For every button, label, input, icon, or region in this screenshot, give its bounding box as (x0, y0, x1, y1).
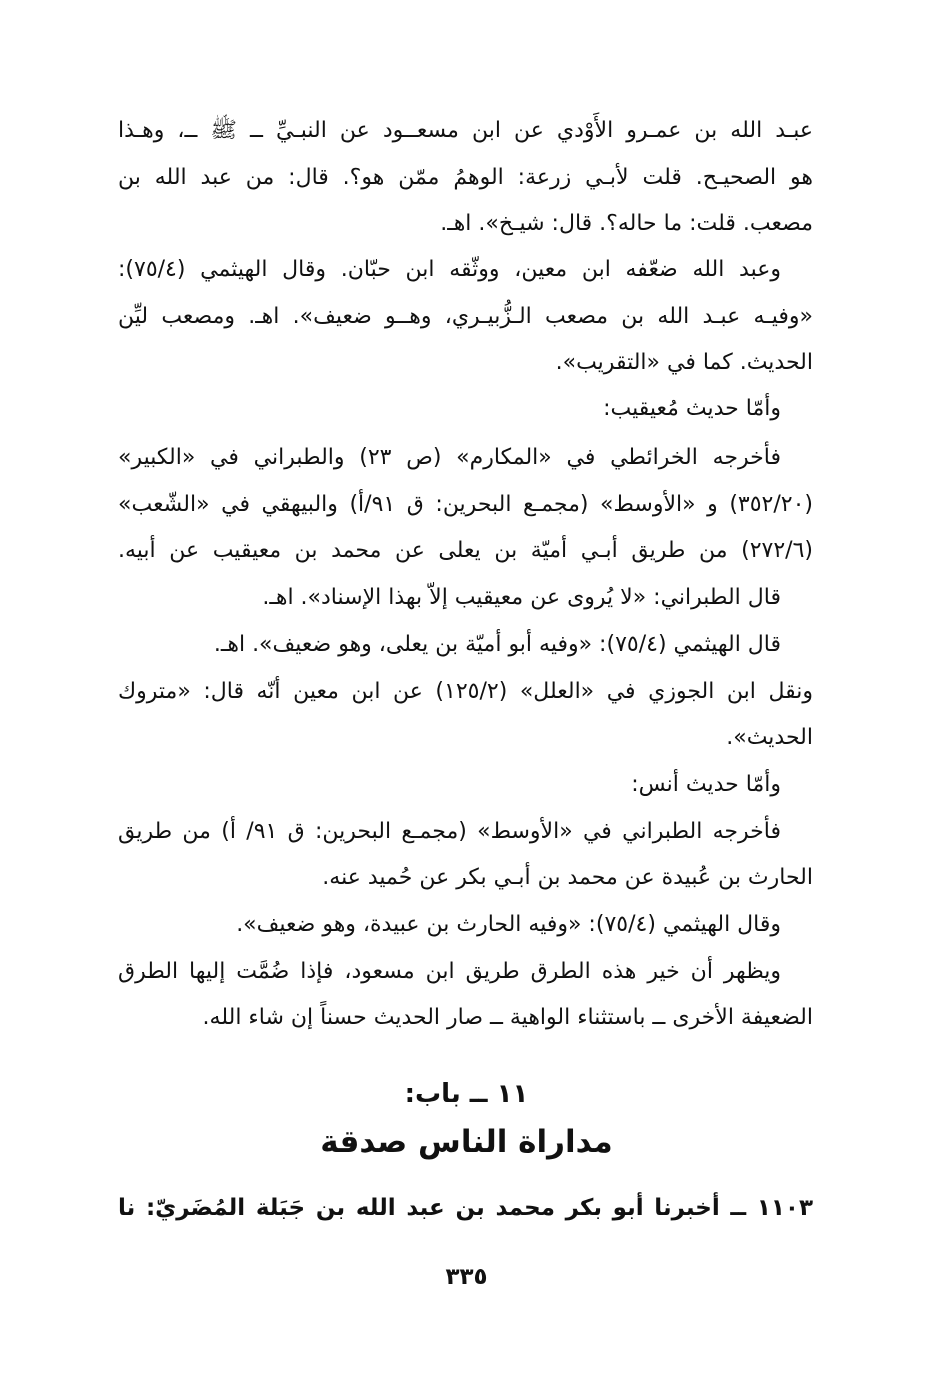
text-line: الضعيفة الأخرى ــ باستثناء الواهية ــ صار الحديث حسناً إن شاء الله. (202, 1005, 813, 1030)
text-line: وقال الهيثمي (٧٥/٤): «وفيه الحارث بن عبيدة، وهو ضعيف». (236, 912, 781, 937)
page-number: ٣٣٥ (445, 1264, 488, 1290)
text-line: (٣٥٢/٢٠) و «الأوسط» (مجمـع البحرين: ق ٩١/أ) والبيهقي في «الشّعب» (118, 492, 813, 517)
text-line: الحارث بن عُبيدة عن محمد بن أبـي بكر عن حُميد عنه. (322, 865, 813, 890)
text-line: عبـد الله بن عمـرو الأَوْدي عن ابن مسعــود عن النبـيِّ ــ ﷺ ــ، وهـذا (118, 118, 813, 143)
text-line: مصعب. قلت: ما حاله؟. قال: شيـخ». اهـ. (440, 211, 813, 236)
text-line: فأخرجه الخرائطي في «المكارم» (ص ٢٣) والطبراني في «الكبير» (118, 445, 781, 470)
text-line: قال الطبراني: «لا يُروى عن معيقيب إلاّ بهذا الإسناد». اهـ. (262, 585, 781, 610)
text-line: ونقل ابن الجوزي في «العلل» (١٢٥/٢) عن ابن معين أنّه قال: «متروك (118, 679, 813, 704)
chapter-title: مداراة الناس صدقة (320, 1124, 613, 1160)
section-heading: وأمّا حديث أنس: (631, 772, 781, 797)
text-line: فأخرجه الطبراني في «الأوسط» (مجمـع البحرين: ق ٩١/ أ) من طريق (118, 819, 781, 844)
text-line: (٢٧٢/٦) من طريق أبـي أميّة بن يعلى عن محمد بن معيقيب عن أبيه. (118, 538, 813, 563)
text-line: قال الهيثمي (٧٥/٤): «وفيه أبو أميّة بن يعلى، وهو ضعيف». اهـ. (213, 632, 781, 657)
text-line: الحديث». (726, 725, 813, 750)
text-line: هو الصحيـح. قلت لأبـي زرعة: الوهمُ ممّن هو؟. قال: من عبد الله بن (118, 165, 813, 190)
section-heading: وأمّا حديث مُعيقيب: (603, 396, 781, 421)
chapter-number: ١١ ــ باب: (404, 1079, 529, 1109)
text-line: الحديث. كما في «التقريب». (555, 350, 813, 375)
text-line: «وفيـه عبـد الله بن مصعب الـزُّبيـري، وهــو ضعيف». اهـ. ومصعب ليِّن (118, 304, 813, 329)
text-line: ويظهر أن خير هذه الطرق طريق ابن مسعود، فإذا ضُمَّت إليها الطرق (118, 959, 781, 984)
hadith-header: ١١٠٣ ــ أخبرنا أبو بكر محمد بن عبد الله بن جَبَلة المُضَريّ: نا (118, 1195, 813, 1221)
text-line: وعبد الله ضعّفه ابن معين، ووثّقه ابن حبّان. وقال الهيثمي (٧٥/٤): (118, 257, 781, 282)
